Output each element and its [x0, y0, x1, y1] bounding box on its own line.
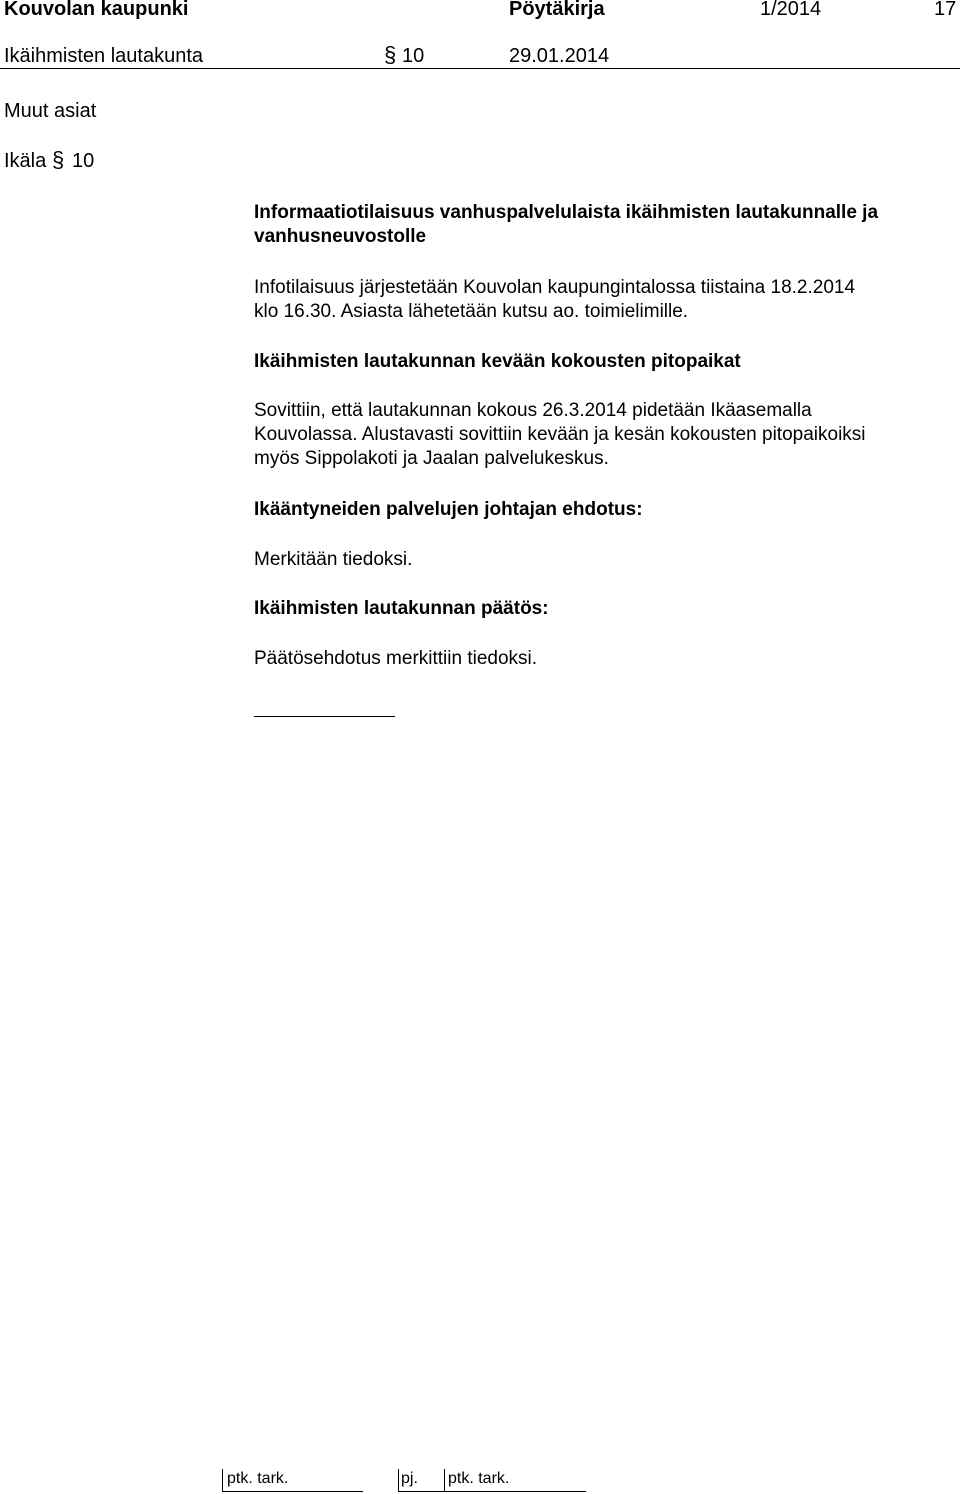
item-title-line: Informaatiotilaisuus vanhuspalvelulaista ikäihmisten lautakunnalle ja [254, 202, 879, 223]
sig-divider [222, 1469, 223, 1491]
closing-rule [254, 716, 395, 717]
sig-divider [444, 1469, 445, 1491]
section-symbol: § [384, 42, 397, 67]
sig-checker1-label: ptk. tark. [227, 1470, 289, 1487]
paragraph-line: klo 16.30. Asiasta lähetetään kutsu ao. toimielimille. [254, 301, 689, 322]
item-title-line: vanhusneuvostolle [254, 226, 427, 247]
sig-checker2-line [444, 1491, 586, 1492]
proposal-text: Merkitään tiedoksi. [254, 549, 413, 570]
sig-divider [398, 1469, 399, 1491]
paragraph-line: Kouvolassa. Alustavasti sovittiin kevään ja kesän kokousten pitopaikoiksi [254, 424, 866, 445]
header-divider [0, 68, 960, 69]
paragraph-line: Sovittiin, että lautakunnan kokous 26.3.2014 pidetään Ikäasemalla [254, 400, 812, 421]
page-number: 17 [934, 0, 957, 20]
org-name: Kouvolan kaupunki [4, 0, 189, 20]
header-section-number: 10 [402, 45, 425, 67]
proposal-heading: Ikääntyneiden palvelujen johtajan ehdotus: [254, 499, 643, 520]
section-ref-symbol: § [52, 147, 65, 172]
paragraph-locations [254, 399, 954, 471]
board-name: Ikäihmisten lautakunta [4, 45, 204, 67]
item-title [254, 201, 954, 249]
decision-heading: Ikäihmisten lautakunnan päätös: [254, 598, 549, 619]
section-ref-label: Ikäla [4, 150, 47, 172]
subheading-meeting-locations: Ikäihmisten lautakunnan kevään kokousten pitopaikat [254, 351, 741, 372]
decision-text: Päätösehdotus merkittiin tiedoksi. [254, 648, 538, 669]
paragraph-line: Infotilaisuus järjestetään Kouvolan kaupungintalossa tiistaina 18.2.2014 [254, 277, 856, 298]
sig-chair-label: pj. [401, 1470, 418, 1487]
sig-checker2-label: ptk. tark. [448, 1470, 510, 1487]
document-type: Pöytäkirja [509, 0, 605, 20]
meeting-date: 29.01.2014 [509, 45, 610, 67]
sig-checker1-line [222, 1491, 363, 1492]
paragraph-info [254, 276, 954, 324]
paragraph-line: myös Sippolakoti ja Jaalan palvelukeskus. [254, 448, 609, 469]
category-heading: Muut asiat [4, 100, 97, 122]
document-number: 1/2014 [760, 0, 822, 20]
section-ref-number: 10 [72, 150, 95, 172]
